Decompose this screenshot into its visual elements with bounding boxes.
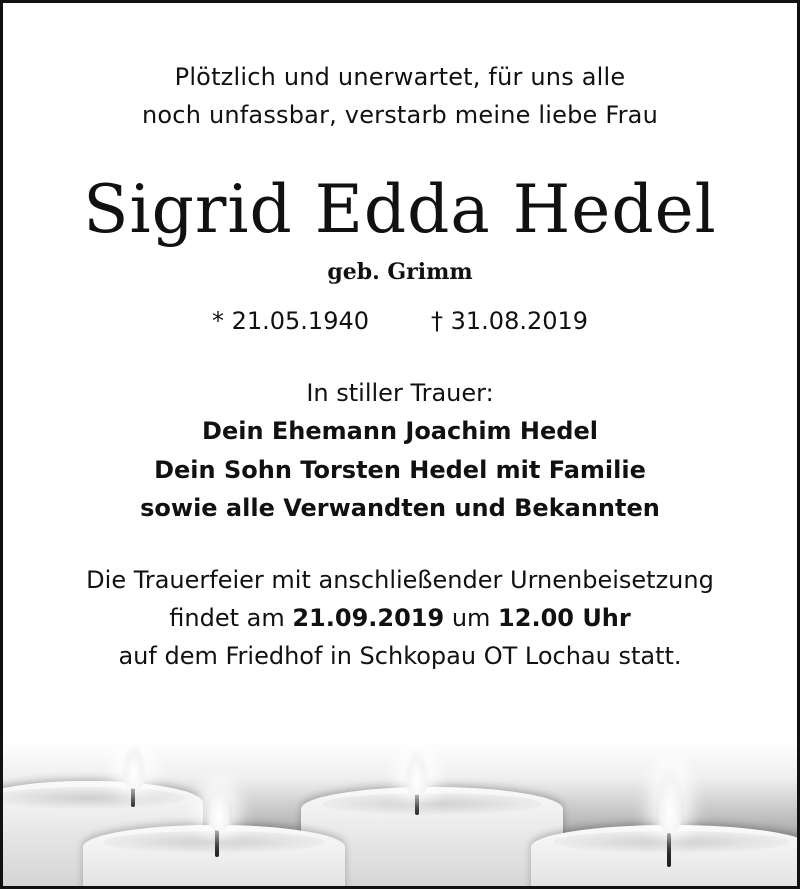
flame-icon [121, 741, 147, 789]
service-time: 12.00 Uhr [498, 604, 631, 632]
mourning-heading: In stiller Trauer: [306, 379, 494, 407]
service-line-2 [3, 606, 797, 630]
wick [667, 833, 671, 867]
mourner-line-2: Dein Sohn Torsten Hedel mit Familie [154, 456, 646, 484]
candles-photo [3, 741, 797, 889]
intro-line-2: noch unfassbar, verstarb meine liebe Frau [142, 101, 658, 129]
flame-icon [206, 783, 232, 831]
candle [83, 825, 345, 889]
service-line-1: Die Trauerfeier mit anschließender Urnenbeisetzung [86, 566, 714, 594]
death-date: † 31.08.2019 [431, 307, 589, 335]
wick [215, 827, 219, 857]
service-text-a: findet am [169, 604, 293, 632]
intro-line-1: Plötzlich und unerwartet, für uns alle [174, 63, 626, 91]
flame-icon [656, 763, 684, 833]
mourner-line-1: Dein Ehemann Joachim Hedel [202, 417, 598, 445]
service-text-b: um [444, 604, 499, 632]
service-line-3: auf dem Friedhof in Schkopau OT Lochau statt. [118, 642, 682, 670]
deceased-name: Sigrid Edda Hedel [83, 171, 717, 248]
candle [531, 825, 797, 889]
life-dates [3, 309, 797, 333]
maiden-name: geb. Grimm [327, 259, 473, 285]
flame-icon [404, 747, 430, 795]
mourner-line-3: sowie alle Verwandten und Bekannten [140, 494, 660, 522]
birth-date: * 21.05.1940 [211, 307, 369, 335]
service-date: 21.09.2019 [292, 604, 445, 632]
